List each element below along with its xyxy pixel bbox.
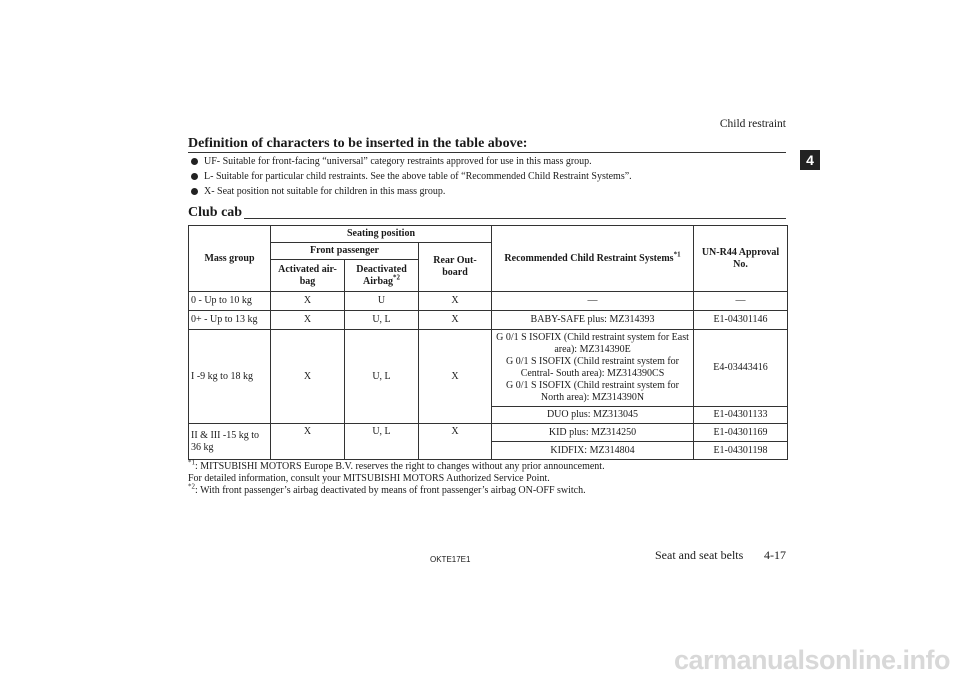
cell-approval: E1-04301169 [694, 424, 788, 442]
definition-x: X- Seat position not suitable for children in this mass group. [204, 186, 446, 197]
cell-system: KID plus: MZ314250 [492, 424, 694, 442]
cell-system: KIDFIX: MZ314804 [492, 442, 694, 460]
page-number: 4-17 [764, 548, 786, 562]
cell-rear: X [419, 424, 492, 460]
cell-deactivated: U, L [345, 311, 419, 330]
cell-rear: X [419, 311, 492, 330]
cell-mass: 0+ - Up to 13 kg [189, 311, 271, 330]
cell-approval: E1-04301146 [694, 311, 788, 330]
cell-deactivated: U [345, 292, 419, 311]
cell-system [492, 330, 694, 407]
list-item [188, 154, 788, 169]
cell-activated: X [271, 311, 345, 330]
header-seating-position: Seating position [271, 226, 492, 243]
cell-deactivated: U, L [345, 424, 419, 460]
bullet-icon [191, 158, 198, 165]
footer-section: Seat and seat belts [655, 548, 744, 562]
definition-uf: UF- Suitable for front-facing “universal” category restraints approved for use in this mass group. [204, 156, 592, 167]
header-mass-group: Mass group [189, 226, 271, 292]
cell-approval: E1-04301198 [694, 442, 788, 460]
cell-system: BABY-SAFE plus: MZ314393 [492, 311, 694, 330]
heading-rule [188, 152, 786, 153]
cell-approval: E1-04301133 [694, 407, 788, 424]
header-rear-outboard: Rear Out-board [419, 243, 492, 292]
table-row [189, 330, 788, 407]
definitions-heading: Definition of characters to be inserted in the table above: [188, 136, 528, 151]
system-line: G 0/1 S ISOFIX (Child restraint system for North area): MZ314390N [505, 380, 680, 403]
table-row [189, 311, 788, 330]
cell-mass: 0 - Up to 10 kg [189, 292, 271, 311]
child-restraint-table [188, 225, 788, 460]
footer-code: OKTE17E1 [430, 555, 471, 564]
list-item [188, 169, 788, 184]
cell-mass: II & III -15 kg to 36 kg [189, 424, 271, 460]
cell-system: DUO plus: MZ313045 [492, 407, 694, 424]
cell-approval: E4-03443416 [694, 330, 788, 407]
header-approval: UN-R44 Approval No. [694, 226, 788, 292]
definitions-list [188, 154, 788, 199]
section-rule [244, 218, 786, 219]
bullet-icon [191, 188, 198, 195]
cell-activated: X [271, 292, 345, 311]
running-title: Child restraint [719, 118, 786, 130]
header-recommended: Recommended Child Restraint Systems$^{*1}$ [492, 226, 694, 292]
section-title: Club cab [188, 205, 243, 220]
cell-deactivated: U, L [345, 330, 419, 424]
system-line: G 0/1 S ISOFIX (Child restraint system for East area): MZ314390E [496, 332, 689, 355]
header-front-passenger: Front passenger [271, 243, 419, 260]
header-deactivated-airbag: Deactivated Airbag$^{*2}$ [345, 260, 419, 292]
definition-l: L- Suitable for particular child restraints. See the above table of “Recommended Child Restraint Systems”. [204, 171, 632, 182]
list-item [188, 184, 788, 199]
cell-rear: X [419, 330, 492, 424]
cell-rear: X [419, 292, 492, 311]
watermark: carmanualsonline.info [673, 645, 950, 675]
bullet-icon [191, 173, 198, 180]
footnotes [188, 458, 788, 497]
cell-approval: — [694, 292, 788, 311]
table-row [189, 292, 788, 311]
cell-activated: X [271, 424, 345, 460]
cell-mass: I -9 kg to 18 kg [189, 330, 271, 424]
chapter-tab: 4 [800, 150, 820, 170]
table-row [189, 424, 788, 442]
cell-system: — [492, 292, 694, 311]
header-activated-airbag: Activated air-bag [271, 260, 345, 292]
footnote-1: $^{*1}$: MITSUBISHI MOTORS Europe B.V. reserves the right to changes without any prior announcement. [188, 458, 605, 472]
footnote-2: $^{*2}$: With front passenger’s airbag deactivated by means of front passenger’s airbag ON-OFF switch. [188, 482, 586, 496]
footnote-1-continued: For detailed information, consult your MITSUBISHI MOTORS Authorized Service Point. [188, 473, 550, 484]
system-line: G 0/1 S ISOFIX (Child restraint system for Central- South area): MZ314390CS [505, 356, 680, 379]
cell-activated: X [271, 330, 345, 424]
